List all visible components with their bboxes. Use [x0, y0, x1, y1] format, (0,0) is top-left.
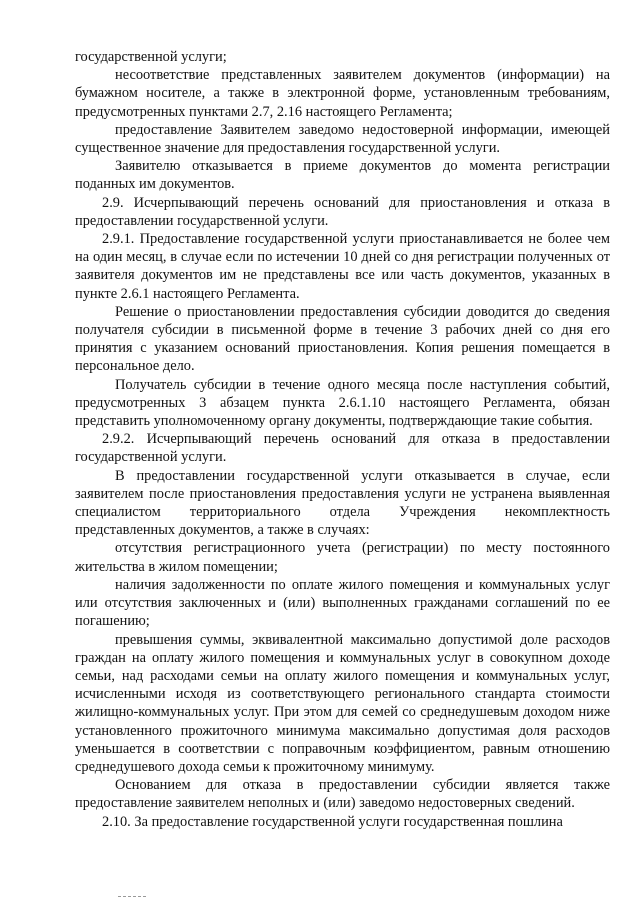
paragraph-2-10: 2.10. За предоставление государственной услуги государственная пошлина	[102, 813, 563, 830]
page-edge-mark	[118, 896, 146, 899]
paragraph-no-registration: отсутствия регистрационного учета (регистрации) по месту постоянного жительства в жилом помещении;	[75, 540, 610, 575]
paragraph-excess-sum: превышения суммы, эквивалентной максимально допустимой доле расходов граждан на оплату жилого помещения и коммунальных услуг в совокупном доходе семьи, над расходами семьи на оплату жилого помещения и коммунальных услуг, исчисленными исходя из соответствующего регионального стандарта стоимости жилищно-коммунальных услуг. При этом для семей со среднедушевым доходом ниже установленного прожиточного минимума максимально допустимая доля расходов уменьшается в соответствии с поправочным коэффициентом, равным отношению среднедушевого дохода семьи к прожиточному минимуму.	[75, 631, 610, 775]
paragraph-refusal-grounds: Основанием для отказа в предоставлении субсидии является также предоставление заявителем неполных и (или) заведомо недостоверных сведений.	[75, 777, 610, 812]
paragraph-debt: наличия задолженности по оплате жилого помещения и коммунальных услуг или отсутствия заключенных и (или) выполненных гражданами соглашений по ее погашению;	[75, 576, 610, 630]
paragraph-2-9: 2.9. Исчерпывающий перечень оснований для приостановления и отказа в предоставлении государственной услуги.	[75, 194, 610, 229]
paragraph-refusal-acceptance: Заявителю отказывается в приеме документов до момента регистрации поданных им документов.	[75, 158, 610, 193]
paragraph-nonconformity: несоответствие представленных заявителем документов (информации) на бумажном носителе, а также в электронной форме, установленным требованиям, предусмотренных пунктами 2.7, 2.16 настоящего Регламента;	[75, 67, 610, 120]
paragraph-2-9-2: 2.9.2. Исчерпывающий перечень оснований для отказа в предоставлении государственной услуги.	[75, 431, 610, 466]
paragraph-false-info: предоставление Заявителем заведомо недостоверной информации, имеющей существенное значение для предоставления государственной услуги.	[75, 121, 610, 157]
paragraph-continuation: государственной услуги;	[75, 49, 227, 65]
paragraph-suspension-decision: Решение о приостановлении предоставления субсидии доводится до сведения получателя субсидии в письменной форме в течение 3 рабочих дней со дня его принятия с указанием оснований приостановления. Копия решения помещается в персональное дело.	[75, 303, 610, 375]
paragraph-refusal-cases: В предоставлении государственной услуги отказывается в случае, если заявителем после приостановления предоставления услуги не устранена выявленная специалистом территориального отдела Учреждения некомплектность представленных документов, а также в случаях:	[75, 467, 610, 539]
paragraph-2-9-1: 2.9.1. Предоставление государственной услуги приостанавливается не более чем на один месяц, в случае если по истечении 10 дней со дня регистрации полученных от заявителя документов им не представлены все или часть документов, указанных в пункте 2.6.1 настоящего Регламента.	[75, 231, 610, 302]
paragraph-recipient-obligation: Получатель субсидии в течение одного месяца после наступления событий, предусмотренных 3 абзацем пункта 2.6.1.10 настоящего Регламента, обязан представить уполномоченному органу документы, подтверждающие такие события.	[75, 376, 610, 430]
